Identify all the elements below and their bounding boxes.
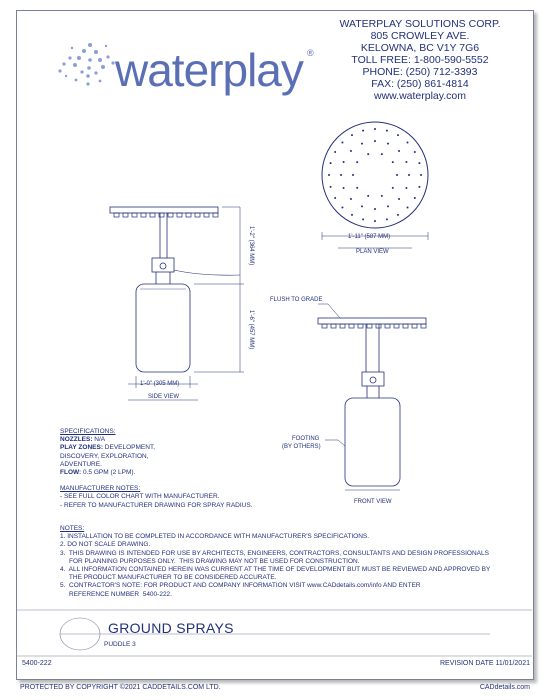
footing-label-2: (BY OTHERS) bbox=[282, 444, 321, 450]
note-3a: 3. THIS DRAWING IS INTENDED FOR USE BY ARCHITECTS, ENGINEERS, CONTRACTORS, CONSULTANTS AND DESIGN PROFESSIONALS bbox=[60, 549, 489, 557]
general-notes bbox=[60, 525, 490, 599]
company-phone: PHONE: (250) 712-3393 bbox=[362, 66, 478, 78]
note-2: 2. DO NOT SCALE DRAWING. bbox=[60, 541, 151, 549]
drawing-subtitle: PUDDLE 3 bbox=[104, 641, 136, 648]
plan-nozzle-dot bbox=[350, 198, 352, 200]
note-4b: THE PRODUCT MANUFACTURER TO BE CONSIDERED ACCURATE. bbox=[60, 574, 277, 582]
note-4a: 4. ALL INFORMATION CONTAINED HEREIN WAS CURRENT AT THE TIME OF DEVELOPMENT BUT MUST BE REVIEWED AND APPROVED BY bbox=[60, 566, 491, 574]
spec-zones-line3: ADVENTURE. bbox=[60, 460, 102, 468]
caddetails-link[interactable]: CADdetails.com bbox=[479, 684, 530, 691]
note-5b: REFERENCE NUMBER 5400-222. bbox=[60, 590, 172, 598]
plan-nozzle-dot bbox=[341, 207, 343, 209]
nozzle bbox=[376, 324, 381, 328]
plan-nozzle-dot bbox=[397, 134, 399, 136]
plan-nozzle-dot bbox=[381, 153, 383, 155]
plan-nozzle-dot bbox=[405, 187, 407, 189]
company-tollfree: TOLL FREE: 1-800-590-5552 bbox=[351, 54, 489, 66]
plan-nozzle-dot bbox=[330, 162, 332, 164]
nozzle bbox=[385, 324, 390, 328]
front-view-label: FRONT VIEW bbox=[354, 499, 392, 505]
company-address-2: KELOWNA, BC V1Y 7G6 bbox=[360, 42, 480, 54]
spec-zones-label: PLAY ZONES: bbox=[60, 444, 103, 452]
nozzle bbox=[367, 324, 372, 328]
plan-nozzle-dot bbox=[356, 161, 358, 163]
logo-wordmark: waterplay bbox=[115, 44, 303, 96]
nozzle bbox=[349, 324, 354, 328]
nozzle bbox=[204, 213, 209, 217]
plan-nozzle-dot bbox=[414, 197, 416, 199]
mfr-note-2: - REFER TO MANUFACTURER DRAWING FOR SPRAY RADIUS. bbox=[60, 501, 253, 509]
plan-nozzle-dot bbox=[418, 186, 420, 188]
plan-nozzle-dot bbox=[392, 161, 394, 163]
plan-view-label: PLAN VIEW bbox=[356, 249, 389, 255]
side-view-drawing bbox=[110, 207, 244, 400]
plan-nozzle-dot bbox=[381, 195, 383, 197]
nozzle bbox=[331, 324, 336, 328]
plan-nozzle-dot bbox=[367, 153, 369, 155]
nozzle bbox=[340, 324, 345, 328]
plan-nozzle-dot bbox=[405, 161, 407, 163]
plan-nozzle-dot bbox=[341, 141, 343, 143]
plan-dim-label: 1'-11" (587 MM) bbox=[348, 234, 391, 240]
side-view-label: SIDE VIEW bbox=[148, 394, 180, 400]
plan-nozzle-dot bbox=[414, 151, 416, 153]
spec-zones-value: DEVELOPMENT, bbox=[102, 444, 155, 452]
plan-nozzle-dot bbox=[362, 130, 364, 132]
plan-nozzle-dot bbox=[330, 186, 332, 188]
nozzle bbox=[421, 324, 426, 328]
plan-nozzle-dot bbox=[334, 197, 336, 199]
note-1: 1. INSTALLATION TO BE COMPLETED IN ACCORDANCE WITH MANUFACTURER'S SPECIFICATIONS. bbox=[60, 533, 370, 541]
plan-nozzle-dot bbox=[361, 143, 363, 145]
plan-nozzle-dot bbox=[397, 214, 399, 216]
company-address-1: 805 CROWLEY AVE. bbox=[370, 30, 470, 42]
reference-number: 5400-222 bbox=[22, 660, 52, 667]
nozzle bbox=[114, 213, 119, 217]
plan-nozzle-dot bbox=[396, 174, 398, 176]
plan-nozzle-dot bbox=[398, 198, 400, 200]
notes-heading: NOTES: bbox=[60, 525, 85, 532]
plan-nozzle-dot bbox=[392, 187, 394, 189]
plan-nozzle-dot bbox=[367, 195, 369, 197]
nozzle bbox=[168, 213, 173, 217]
plan-nozzle-dot bbox=[334, 151, 336, 153]
nozzle bbox=[394, 324, 399, 328]
spec-flow-label: FLOW: bbox=[60, 469, 82, 477]
plan-nozzle-dot bbox=[356, 187, 358, 189]
flush-to-grade-label: FLUSH TO GRADE bbox=[270, 297, 323, 303]
spec-heading: SPECIFICATIONS: bbox=[60, 428, 116, 435]
mfr-note-1: - SEE FULL COLOR CHART WITH MANUFACTURER. bbox=[60, 493, 220, 501]
nozzle bbox=[132, 213, 137, 217]
company-fax: FAX: (250) 861-4814 bbox=[371, 78, 469, 90]
plan-nozzle-dot bbox=[340, 174, 342, 176]
plan-nozzle-dot bbox=[343, 161, 345, 163]
plan-nozzle-dot bbox=[361, 205, 363, 207]
plan-nozzle-dot bbox=[407, 207, 409, 209]
nozzle bbox=[195, 213, 200, 217]
title-block bbox=[16, 610, 532, 656]
plan-nozzle-dot bbox=[398, 150, 400, 152]
nozzle bbox=[177, 213, 182, 217]
plan-nozzle-dot bbox=[386, 130, 388, 132]
plan-nozzle-dot bbox=[386, 218, 388, 220]
plan-nozzle-dot bbox=[374, 208, 376, 210]
plan-nozzle-dot bbox=[387, 205, 389, 207]
plan-nozzle-dot bbox=[351, 214, 353, 216]
company-name: WATERPLAY SOLUTIONS CORP. bbox=[339, 18, 501, 30]
logo-registered-mark: ® bbox=[307, 48, 314, 58]
logo-spray-icon bbox=[58, 43, 114, 86]
side-dim-width: 1'-0" (305 MM) bbox=[140, 381, 180, 387]
company-info bbox=[320, 18, 520, 102]
nozzle bbox=[403, 324, 408, 328]
specifications bbox=[60, 428, 253, 510]
nozzle bbox=[150, 213, 155, 217]
plan-nozzle-dot bbox=[374, 128, 376, 130]
company-website: www.waterplay.com bbox=[374, 90, 466, 102]
front-view-drawing bbox=[318, 304, 426, 490]
drawing-title: GROUND SPRAYS bbox=[108, 620, 234, 636]
nozzle bbox=[412, 324, 417, 328]
spec-zones-line2: DISCOVERY, EXPLORATION, bbox=[60, 452, 149, 460]
spec-flow-value: 0.5 GPM (2 LPM). bbox=[81, 469, 136, 477]
nozzle bbox=[186, 213, 191, 217]
mfr-notes-heading: MANUFACTURER NOTES: bbox=[60, 485, 141, 493]
spec-nozzles-value: N/A bbox=[92, 436, 106, 444]
plan-nozzle-dot bbox=[362, 218, 364, 220]
revision-date: REVISION DATE 11/01/2021 bbox=[439, 660, 530, 667]
nozzle bbox=[141, 213, 146, 217]
plan-nozzle-dot bbox=[374, 220, 376, 222]
note-3b: FOR PLANNING PURPOSES ONLY. THIS DRAWING MAY NOT BE USED FOR CONSTRUCTION. bbox=[60, 557, 360, 565]
plan-nozzle-dot bbox=[408, 174, 410, 176]
footing-label: FOOTING bbox=[292, 436, 320, 442]
plan-nozzle-dot bbox=[352, 174, 354, 176]
side-dim-top: 1'-2" (364 MM) bbox=[248, 226, 254, 266]
plan-nozzle-dot bbox=[343, 187, 345, 189]
plan-nozzle-dot bbox=[328, 174, 330, 176]
plan-nozzle-dot bbox=[374, 140, 376, 142]
nozzle bbox=[322, 324, 327, 328]
note-5a: 5. CONTRACTOR'S NOTE: FOR PRODUCT AND COMPANY INFORMATION VISIT www.CADdetails.com/info AND ENTER bbox=[60, 582, 421, 590]
plan-nozzle-dot bbox=[351, 134, 353, 136]
nozzle bbox=[123, 213, 128, 217]
copyright-notice: PROTECTED BY COPYRIGHT ©2021 CADDETAILS.COM LTD. bbox=[20, 684, 221, 691]
spec-nozzles-label: NOZZLES: bbox=[60, 436, 93, 444]
plan-nozzle-dot bbox=[387, 143, 389, 145]
side-dim-body: 1'-6" (457 MM) bbox=[248, 310, 254, 350]
plan-nozzle-dot bbox=[350, 150, 352, 152]
nozzle bbox=[358, 324, 363, 328]
nozzle bbox=[213, 213, 218, 217]
plan-view-drawing bbox=[322, 122, 428, 248]
plan-nozzle-dot bbox=[418, 162, 420, 164]
plan-nozzle-dot bbox=[420, 174, 422, 176]
plan-nozzle-dot bbox=[407, 141, 409, 143]
